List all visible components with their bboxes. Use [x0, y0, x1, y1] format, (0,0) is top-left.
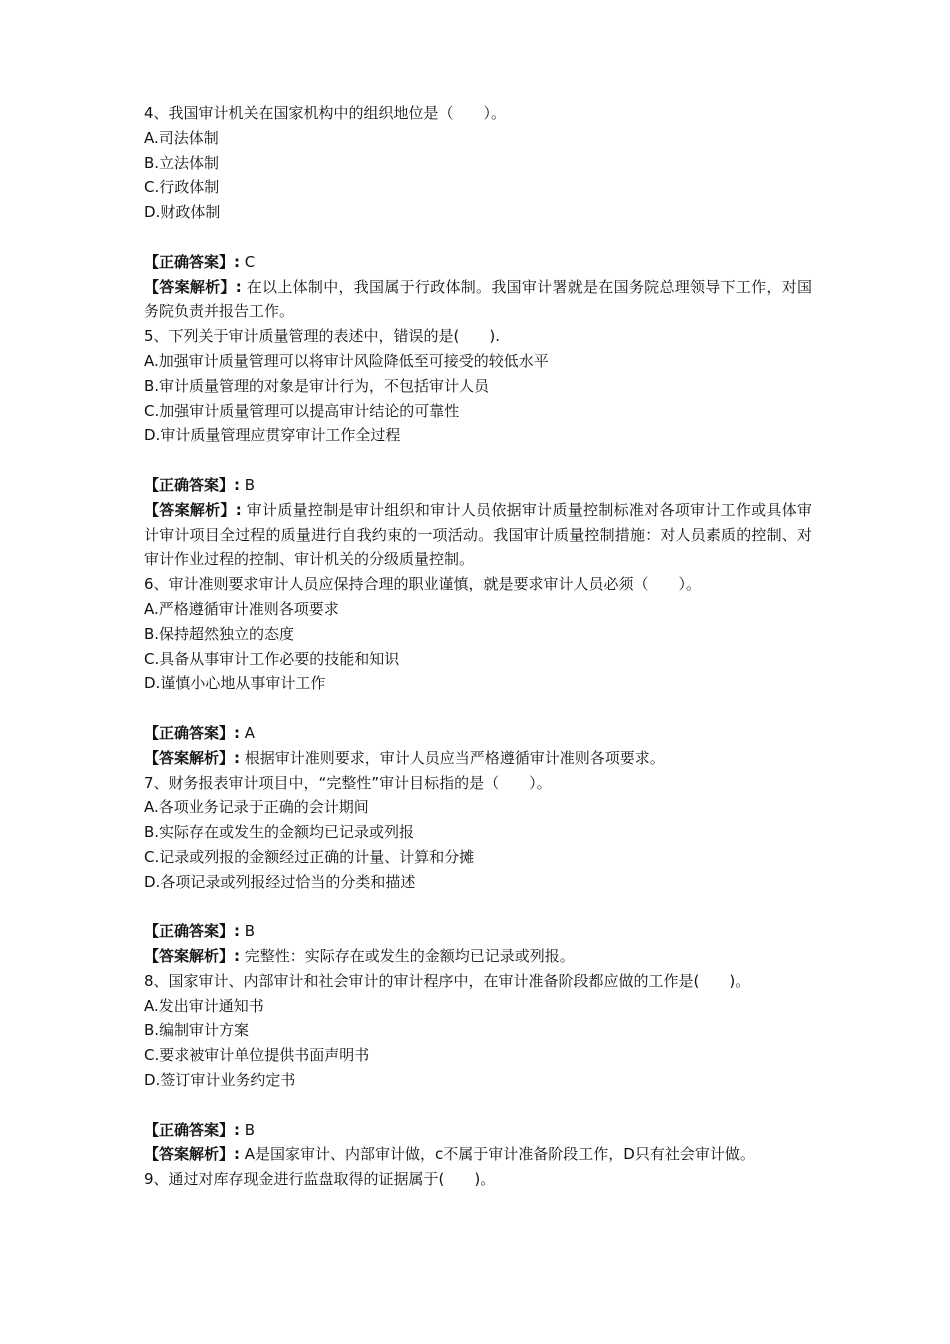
- question-list: [144, 101, 812, 1192]
- question-stem: 4、我国审计机关在国家机构中的组织地位是（ ）。: [144, 104, 507, 122]
- option-d: D.签订审计业务约定书: [144, 1071, 296, 1090]
- option-d: D.财政体制: [144, 203, 221, 222]
- option-c: C.行政体制: [144, 178, 220, 197]
- answer-analysis-label: 【答案解析】:: [144, 1145, 240, 1164]
- correct-answer: [144, 250, 812, 275]
- correct-answer-label: 【正确答案】:: [144, 475, 240, 494]
- answer-analysis-label: 【答案解析】:: [144, 500, 242, 519]
- answer-analysis: [144, 498, 812, 572]
- option-a: A.严格遵循审计准则各项要求: [144, 599, 339, 618]
- option-b: B.立法体制: [144, 153, 220, 172]
- correct-answer-value: A: [240, 723, 256, 742]
- answer-analysis-label: 【答案解析】:: [144, 748, 240, 767]
- option-d: D.审计质量管理应贯穿审计工作全过程: [144, 426, 401, 445]
- answer-analysis-text: 在以上体制中，我国属于行政体制。我国审计署就是在国务院总理领导下工作，对国务院负责并报告工作。: [144, 277, 813, 321]
- option-a: A.司法体制: [144, 128, 219, 147]
- question-stem: 7、财务报表审计项目中，“完整性”审计目标指的是（ ）。: [144, 773, 552, 792]
- answer-analysis: [144, 944, 812, 969]
- correct-answer: [144, 919, 812, 944]
- answer-analysis-text: 完整性：实际存在或发生的金额均已记录或列报。: [240, 947, 575, 966]
- answer-analysis-text: 根据审计准则要求，审计人员应当严格遵循审计准则各项要求。: [240, 748, 665, 767]
- option-b: B.实际存在或发生的金额均已记录或列报: [144, 823, 415, 842]
- spacer: [144, 895, 812, 920]
- answer-analysis-label: 【答案解析】:: [144, 947, 240, 966]
- option-c: C.记录或列报的金额经过正确的计量、计算和分摊: [144, 847, 475, 866]
- spacer: [144, 448, 812, 473]
- correct-answer-label: 【正确答案】:: [144, 1120, 240, 1139]
- option-c: C.加强审计质量管理可以提高审计结论的可靠性: [144, 401, 460, 420]
- answer-analysis: [144, 746, 812, 771]
- question-stem: 9、通过对库存现金进行监盘取得的证据属于( )。: [144, 1170, 496, 1189]
- spacer: [144, 225, 812, 250]
- option-a: A.加强审计质量管理可以将审计风险降低至可接受的较低水平: [144, 351, 549, 370]
- question-stem: 5、下列关于审计质量管理的表述中，错误的是( ).: [144, 327, 501, 346]
- answer-analysis-label: 【答案解析】:: [144, 277, 242, 296]
- correct-answer-value: B: [240, 1120, 256, 1139]
- answer-analysis-text: 审计质量控制是审计组织和审计人员依据审计质量控制标准对各项审计工作或具体审计审计项目全过程的质量进行自我约束的一项活动。我国审计质量控制措施：对人员素质的控制、对审计作业过程的控制、审计机关的分级质量控制。: [144, 500, 813, 569]
- option-a: A.各项业务记录于正确的会计期间: [144, 798, 369, 817]
- correct-answer-label: 【正确答案】:: [144, 252, 240, 271]
- question-stem: 6、审计准则要求审计人员应保持合理的职业谨慎，就是要求审计人员必须（ ）。: [144, 575, 702, 594]
- correct-answer-value: C: [240, 252, 256, 271]
- spacer: [144, 696, 812, 721]
- answer-analysis: [144, 275, 812, 325]
- option-d: D.各项记录或列报经过恰当的分类和描述: [144, 872, 416, 891]
- answer-analysis-text: A是国家审计、内部审计做，c不属于审计准备阶段工作，D只有社会审计做。: [240, 1145, 755, 1164]
- option-b: B.编制审计方案: [144, 1021, 250, 1040]
- option-b: B.保持超然独立的态度: [144, 624, 295, 643]
- answer-analysis: [144, 1142, 812, 1167]
- correct-answer-label: 【正确答案】:: [144, 922, 240, 941]
- correct-answer-value: B: [240, 475, 256, 494]
- correct-answer-value: B: [240, 922, 256, 941]
- option-c: C.要求被审计单位提供书面声明书: [144, 1046, 370, 1065]
- option-a: A.发出审计通知书: [144, 996, 264, 1015]
- correct-answer-label: 【正确答案】:: [144, 723, 240, 742]
- correct-answer: [144, 473, 812, 498]
- spacer: [144, 1093, 812, 1118]
- correct-answer: [144, 721, 812, 746]
- question-stem: 8、国家审计、内部审计和社会审计的审计程序中，在审计准备阶段都应做的工作是( )。: [144, 971, 751, 990]
- option-c: C.具备从事审计工作必要的技能和知识: [144, 649, 400, 668]
- option-b: B.审计质量管理的对象是审计行为，不包括审计人员: [144, 376, 490, 395]
- correct-answer: [144, 1118, 812, 1143]
- option-d: D.谨慎小心地从事审计工作: [144, 674, 326, 693]
